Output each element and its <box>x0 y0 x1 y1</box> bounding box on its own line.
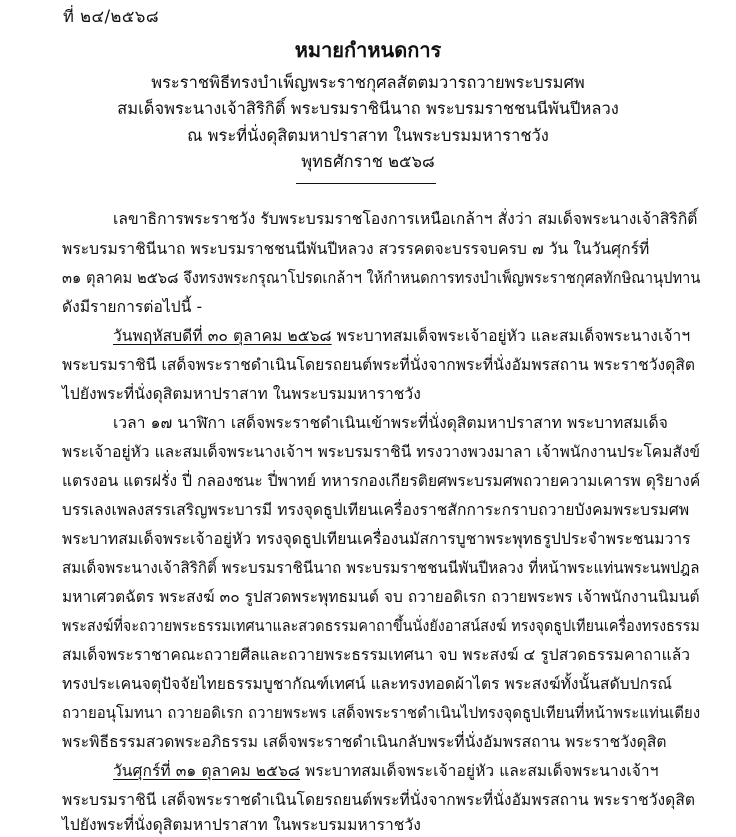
time-paragraph-line-8: พระสงฆ์ที่จะถวายพระธรรมเทศนาและสวดธรรมคาถาขึ้นนั่งยังอาสน์สงฆ์ ทรงจุดธูปเทียนเครื่องทรงธรรม <box>62 617 700 635</box>
time-paragraph-line-5: พระบาทสมเด็จพระเจ้าอยู่หัว ทรงจุดธูปเทียนเครื่องนมัสการบูชาพระพุทธรูปประจำพระชนมวาร <box>62 530 691 548</box>
day-2-date: วันศุกร์ที่ ๓๑ ตุลาคม ๒๕๖๘ <box>113 762 300 780</box>
time-paragraph-line-6: สมเด็จพระนางเจ้าสิริกิติ์ พระบรมราชินีนาถ พระบรมราชชนนีพันปีหลวง ที่หน้าพระแท่นพระนพปฎล <box>62 559 700 577</box>
subtitle-line-3: ณ พระที่นั่งดุสิตมหาปราสาท ในพระบรมมหาราชวัง <box>187 126 549 145</box>
day-1-line-3: ไปยังพระที่นั่งดุสิตมหาปราสาท ในพระบรมมหาราชวัง <box>62 385 421 403</box>
subtitle-line-2: สมเด็จพระนางเจ้าสิริกิติ์ พระบรมราชินีนาถ พระบรมราชชนนีพันปีหลวง <box>117 99 619 118</box>
day-2-first-rest: พระบาทสมเด็จพระเจ้าอยู่หัว และสมเด็จพระนางเจ้าฯ <box>300 762 659 780</box>
day-2-line-3: ไปยังพระที่นั่งดุสิตมหาปราสาท ในพระบรมมหาราชวัง <box>62 816 421 834</box>
time-paragraph-line-10: ทรงประเคนจตุปัจจัยไทยธรรมบูชากัณฑ์เทศน์ และทรงทอดผ้าไตร พระสงฆ์ทั้งนั้นสดับปกรณ์ <box>62 675 673 693</box>
paragraph-1-line-3: ๓๑ ตุลาคม ๒๕๖๘ จึงทรงพระกรุณาโปรดเกล้าฯ ให้กำหนดการทรงบำเพ็ญพระราชกุศลทักษิณานุปทาน <box>62 269 701 287</box>
day-1-first-rest: พระบาทสมเด็จพระเจ้าอยู่หัว และสมเด็จพระนางเจ้าฯ <box>331 327 691 345</box>
day-1-line-2: พระบรมราชินี เสด็จพระราชดำเนินโดยรถยนต์พระที่นั่งจากพระที่นั่งอัมพรสถาน พระราชวังดุสิต <box>62 356 696 374</box>
document-number: ที่ ๒๔/๒๕๖๘ <box>63 7 160 26</box>
day-1-date: วันพฤหัสบดีที่ ๓๐ ตุลาคม ๒๕๖๘ <box>113 327 332 345</box>
day-2-line-2: พระบรมราชินี เสด็จพระราชดำเนินโดยรถยนต์พระที่นั่งจากพระที่นั่งอัมพรสถาน พระราชวังดุสิต <box>62 791 696 809</box>
paragraph-1-line-1: เลขาธิการพระราชวัง รับพระบรมราชโองการเหนือเกล้าฯ สั่งว่า สมเด็จพระนางเจ้าสิริกิติ์ <box>113 210 698 228</box>
time-paragraph-line-3: แตรงอน แตรฝรั่ง ปี่ กลองชนะ ปี่พาทย์ ทหารกองเกียรติยศพระบรมศพถวายความเคารพ ดุริยางค์ <box>62 472 701 490</box>
time-paragraph-line-11: ถวายอนุโมทนา ถวายอดิเรก ถวายพระพร เสด็จพระราชดำเนินไปทรงจุดธูปเทียนที่หน้าพระแท่นเตียง <box>62 704 701 722</box>
time-paragraph-line-9: สมเด็จพระราชาคณะถวายศีลและถวายพระธรรมเทศนา จบ พระสงฆ์ ๔ รูปสวดธรรมคาถาแล้ว <box>62 646 691 664</box>
subtitle-line-4: พุทธศักราช ๒๕๖๘ <box>301 152 435 171</box>
time-paragraph-line-7: มหาเศวตฉัตร พระสงฆ์ ๓๐ รูปสวดพระพุทธมนต์ จบ ถวายอดิเรก ถวายพระพร เจ้าพนักงานนิมนต์ <box>62 588 700 606</box>
paragraph-1-line-4: ดังมีรายการต่อไปนี้ - <box>62 298 203 316</box>
time-paragraph-line-2: พระเจ้าอยู่หัว และสมเด็จพระนางเจ้าฯ พระบรมราชินี ทรงวางพวงมาลา เจ้าพนักงานประโคมสังข์ <box>62 443 701 461</box>
time-paragraph-line-12: พระพิธีธรรมสวดพระอภิธรรม เสด็จพระราชดำเนินกลับพระที่นั่งอัมพรสถาน พระราชวังดุสิต <box>62 733 667 751</box>
time-paragraph-line-1: เวลา ๑๗ นาฬิกา เสด็จพระราชดำเนินเข้าพระที่นั่งดุสิตมหาปราสาท พระบาทสมเด็จ <box>113 414 668 432</box>
paragraph-1-line-2: พระบรมราชินีนาถ พระบรมราชชนนีพันปีหลวง สวรรคตจะบรรจบครบ ๗ วัน ในวันศุกร์ที่ <box>62 240 650 258</box>
time-paragraph-line-4: บรรเลงเพลงสรรเสริญพระบารมี ทรงจุดธูปเทียนเครื่องราชสักการะกราบถวายบังคมพระบรมศพ <box>62 501 690 519</box>
day-2-line-1 <box>113 758 659 783</box>
day-1-line-1 <box>113 323 690 348</box>
title-divider <box>296 183 436 184</box>
document-title: หมายกำหนดการ <box>294 38 442 62</box>
subtitle-line-1: พระราชพิธีทรงบำเพ็ญพระราชกุศลสัตตมวารถวายพระบรมศพ <box>151 73 585 92</box>
